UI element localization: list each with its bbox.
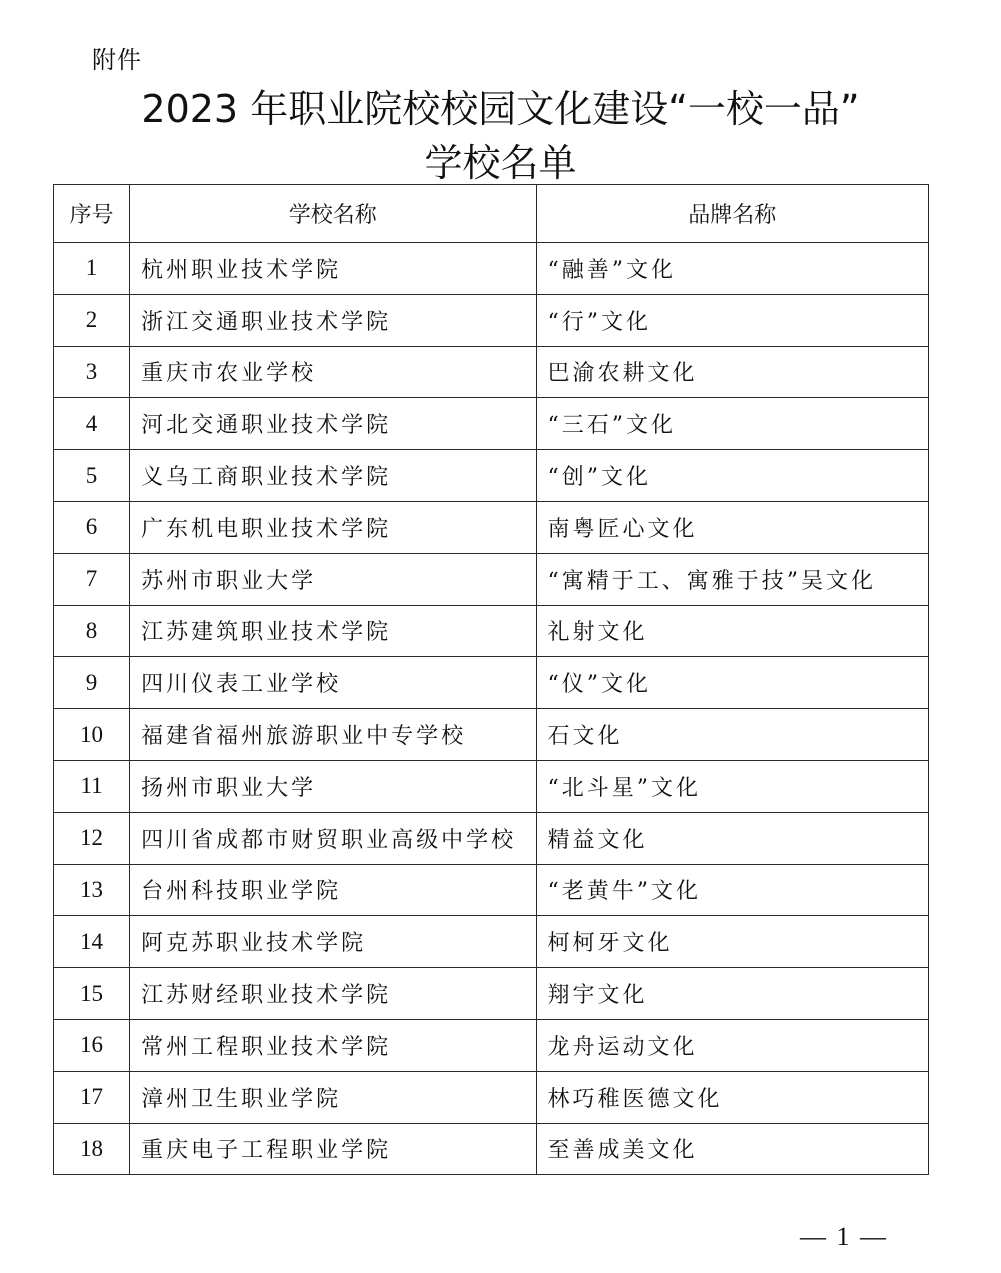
table-row: [54, 709, 929, 761]
row-index: 10: [54, 709, 130, 761]
row-index: 16: [54, 1019, 130, 1071]
table-row: [54, 864, 929, 916]
table-row: [54, 346, 929, 398]
column-header-brand: 品牌名称: [536, 185, 928, 243]
table-row: [54, 1123, 929, 1175]
table-row: [54, 968, 929, 1020]
row-index: 4: [54, 398, 130, 450]
table-row: [54, 657, 929, 709]
school-name: 杭州职业技术学院: [130, 243, 536, 295]
school-name: 江苏建筑职业技术学院: [130, 605, 536, 657]
brand-name: “老黄牛”文化: [536, 864, 928, 916]
row-index: 6: [54, 501, 130, 553]
school-name: 重庆市农业学校: [130, 346, 536, 398]
column-header-school: 学校名称: [130, 185, 536, 243]
brand-name: “三石”文化: [536, 398, 928, 450]
row-index: 5: [54, 450, 130, 502]
brand-name: 礼射文化: [536, 605, 928, 657]
brand-name: 巴渝农耕文化: [536, 346, 928, 398]
brand-name: “创”文化: [536, 450, 928, 502]
brand-name: “仪”文化: [536, 657, 928, 709]
table-row: [54, 398, 929, 450]
row-index: 17: [54, 1071, 130, 1123]
school-name: 扬州市职业大学: [130, 760, 536, 812]
brand-name: 龙舟运动文化: [536, 1019, 928, 1071]
brand-name: “寓精于工、寓雅于技”吴文化: [536, 553, 928, 605]
school-name: 河北交通职业技术学院: [130, 398, 536, 450]
column-header-index: 序号: [54, 185, 130, 243]
table-body: [54, 243, 929, 1175]
school-name: 常州工程职业技术学院: [130, 1019, 536, 1071]
school-name: 浙江交通职业技术学院: [130, 294, 536, 346]
brand-name: 翔宇文化: [536, 968, 928, 1020]
row-index: 9: [54, 657, 130, 709]
table-row: [54, 605, 929, 657]
school-list-table: [53, 184, 929, 1175]
brand-name: 至善成美文化: [536, 1123, 928, 1175]
document-title-line-1: 2023 年职业院校校园文化建设“一校一品”: [141, 87, 860, 131]
brand-name: “北斗星”文化: [536, 760, 928, 812]
table-header-row: [54, 185, 929, 243]
school-name: 漳州卫生职业学院: [130, 1071, 536, 1123]
brand-name: 柯柯牙文化: [536, 916, 928, 968]
row-index: 3: [54, 346, 130, 398]
brand-name: 林巧稚医德文化: [536, 1071, 928, 1123]
brand-name: 精益文化: [536, 812, 928, 864]
table-row: [54, 1019, 929, 1071]
table-row: [54, 916, 929, 968]
document-title-line-2: 学校名单: [424, 141, 577, 185]
brand-name: “行”文化: [536, 294, 928, 346]
brand-name: 南粤匠心文化: [536, 501, 928, 553]
school-name: 江苏财经职业技术学院: [130, 968, 536, 1020]
row-index: 13: [54, 864, 130, 916]
page-number: — 1 —: [800, 1222, 888, 1251]
school-name: 四川省成都市财贸职业高级中学校: [130, 812, 536, 864]
school-name: 四川仪表工业学校: [130, 657, 536, 709]
brand-name: “融善”文化: [536, 243, 928, 295]
row-index: 2: [54, 294, 130, 346]
row-index: 14: [54, 916, 130, 968]
row-index: 18: [54, 1123, 130, 1175]
brand-name: 石文化: [536, 709, 928, 761]
school-name: 阿克苏职业技术学院: [130, 916, 536, 968]
attachment-label: 附件: [92, 46, 142, 74]
row-index: 7: [54, 553, 130, 605]
table-row: [54, 450, 929, 502]
row-index: 8: [54, 605, 130, 657]
table-row: [54, 501, 929, 553]
table-row: [54, 294, 929, 346]
row-index: 12: [54, 812, 130, 864]
table-row: [54, 553, 929, 605]
school-name: 苏州市职业大学: [130, 553, 536, 605]
row-index: 11: [54, 760, 130, 812]
school-name: 台州科技职业学院: [130, 864, 536, 916]
table-row: [54, 1071, 929, 1123]
school-name: 义乌工商职业技术学院: [130, 450, 536, 502]
school-name: 重庆电子工程职业学院: [130, 1123, 536, 1175]
row-index: 1: [54, 243, 130, 295]
school-name: 广东机电职业技术学院: [130, 501, 536, 553]
table-row: [54, 812, 929, 864]
school-name: 福建省福州旅游职业中专学校: [130, 709, 536, 761]
table-row: [54, 760, 929, 812]
table-row: [54, 243, 929, 295]
row-index: 15: [54, 968, 130, 1020]
